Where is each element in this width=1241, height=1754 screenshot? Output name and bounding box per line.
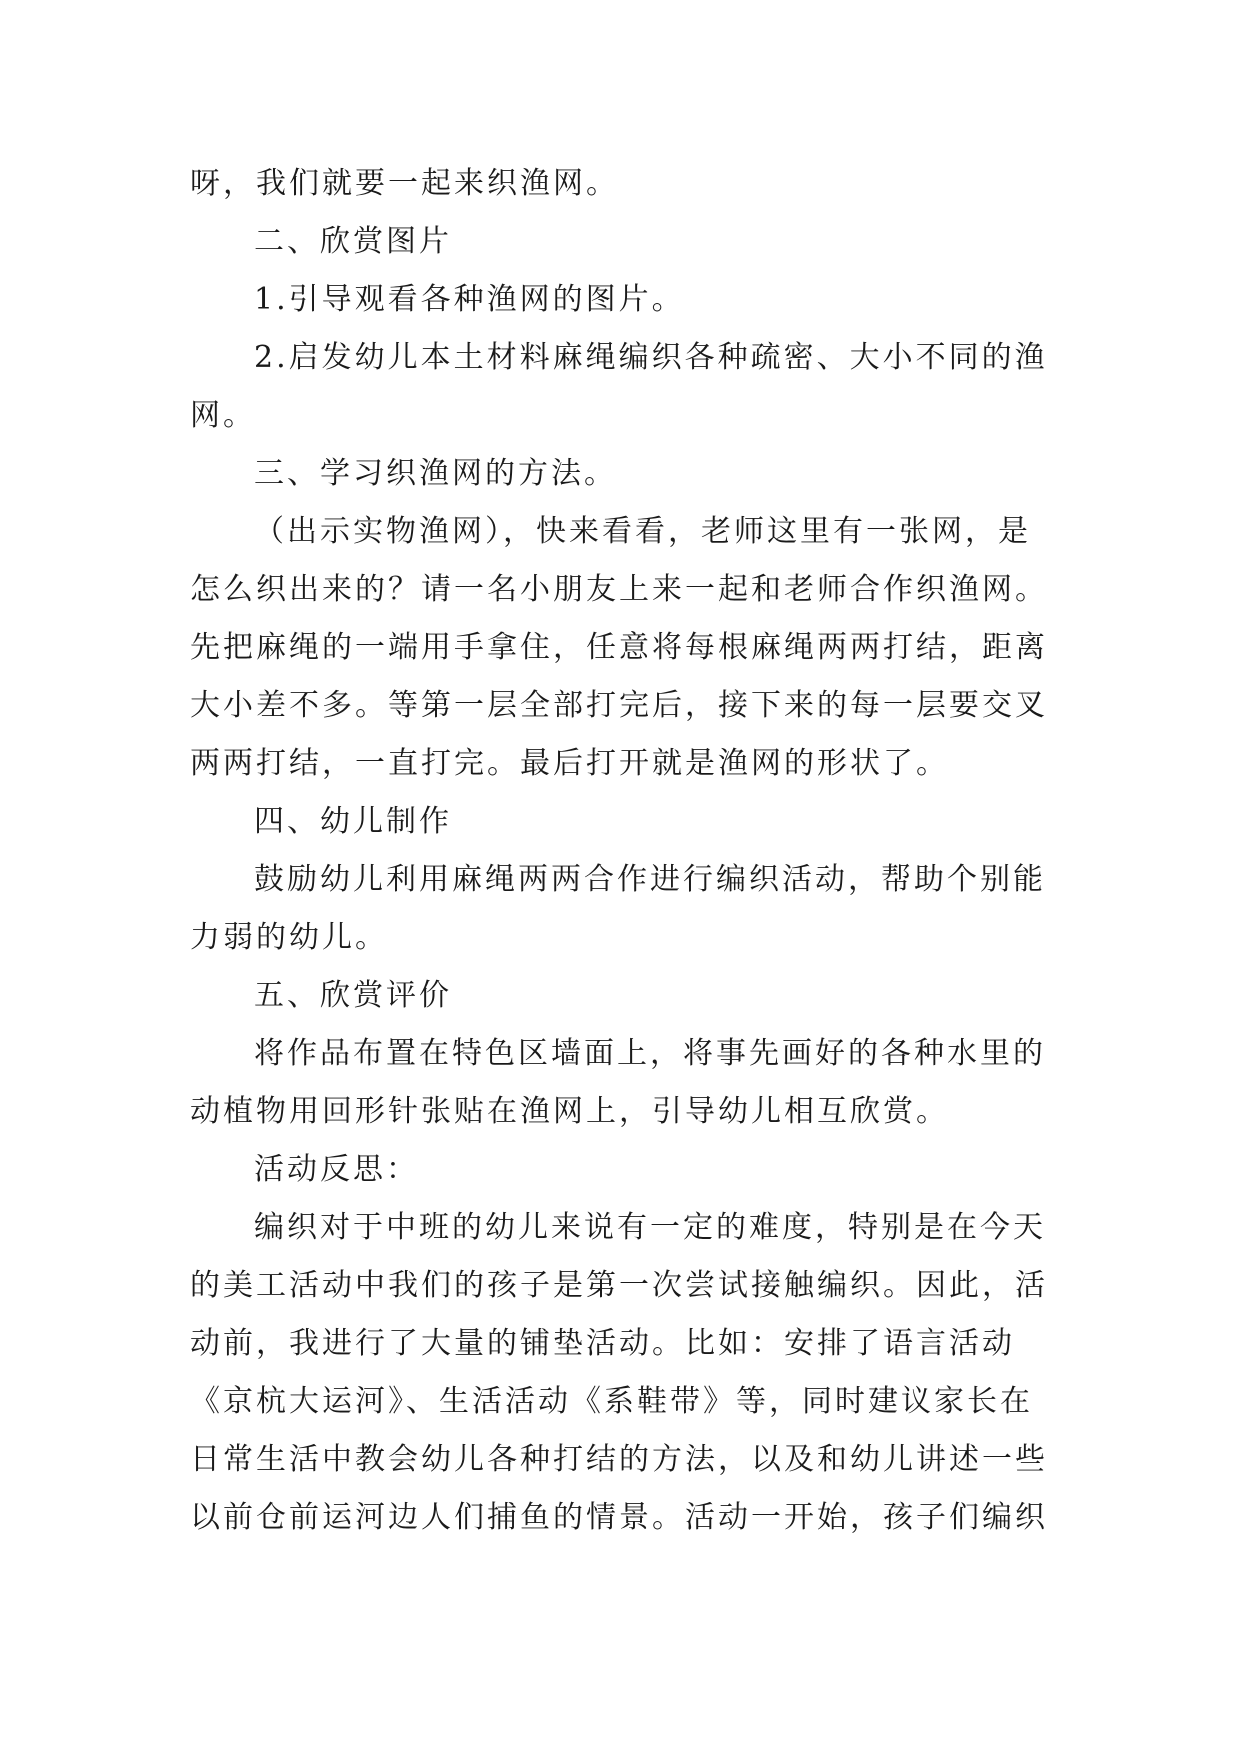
text-line: 先把麻绳的一端用手拿住，任意将每根麻绳两两打结，距离 xyxy=(190,630,1048,665)
list-item: 2.启发幼儿本土材料麻绳编织各种疏密、大小不同的渔 xyxy=(254,340,1048,375)
text-line: 编织对于中班的幼儿来说有一定的难度，特别是在今天 xyxy=(254,1210,1046,1245)
text-line: 呀，我们就要一起来织渔网。 xyxy=(190,166,619,201)
document-page xyxy=(190,155,1060,1547)
text-line: 两两打结，一直打完。最后打开就是渔网的形状了。 xyxy=(190,746,949,781)
text-line: （出示实物渔网），快来看看，老师这里有一张网，是 xyxy=(254,514,1031,549)
text-line: 怎么织出来的？请一名小朋友上来一起和老师合作织渔网。 xyxy=(190,572,1048,607)
body-text xyxy=(190,155,1060,1547)
text-line: 日常生活中教会幼儿各种打结的方法，以及和幼儿讲述一些 xyxy=(190,1442,1048,1477)
text-line: 《京杭大运河》、生活活动《系鞋带》等，同时建议家长在 xyxy=(190,1384,1033,1419)
text-line: 的美工活动中我们的孩子是第一次尝试接触编织。因此，活 xyxy=(190,1268,1048,1303)
text-line: 力弱的幼儿。 xyxy=(190,920,388,955)
section-heading: 四、幼儿制作 xyxy=(254,804,452,839)
text-line: 大小差不多。等第一层全部打完后，接下来的每一层要交叉 xyxy=(190,688,1048,723)
text-line: 动前，我进行了大量的铺垫活动。比如：安排了语言活动 xyxy=(190,1326,1015,1361)
list-item: 1.引导观看各种渔网的图片。 xyxy=(254,282,685,317)
section-heading: 活动反思： xyxy=(254,1152,419,1187)
section-heading: 五、欣赏评价 xyxy=(254,978,452,1013)
section-heading: 二、欣赏图片 xyxy=(254,224,452,259)
text-line: 将作品布置在特色区墙面上，将事先画好的各种水里的 xyxy=(254,1036,1046,1071)
text-line: 以前仓前运河边人们捕鱼的情景。活动一开始，孩子们编织 xyxy=(190,1500,1048,1535)
text-line: 动植物用回形针张贴在渔网上，引导幼儿相互欣赏。 xyxy=(190,1094,949,1129)
text-line: 网。 xyxy=(190,398,256,433)
section-heading: 三、学习织渔网的方法。 xyxy=(254,456,617,491)
text-line: 鼓励幼儿利用麻绳两两合作进行编织活动，帮助个别能 xyxy=(254,862,1046,897)
